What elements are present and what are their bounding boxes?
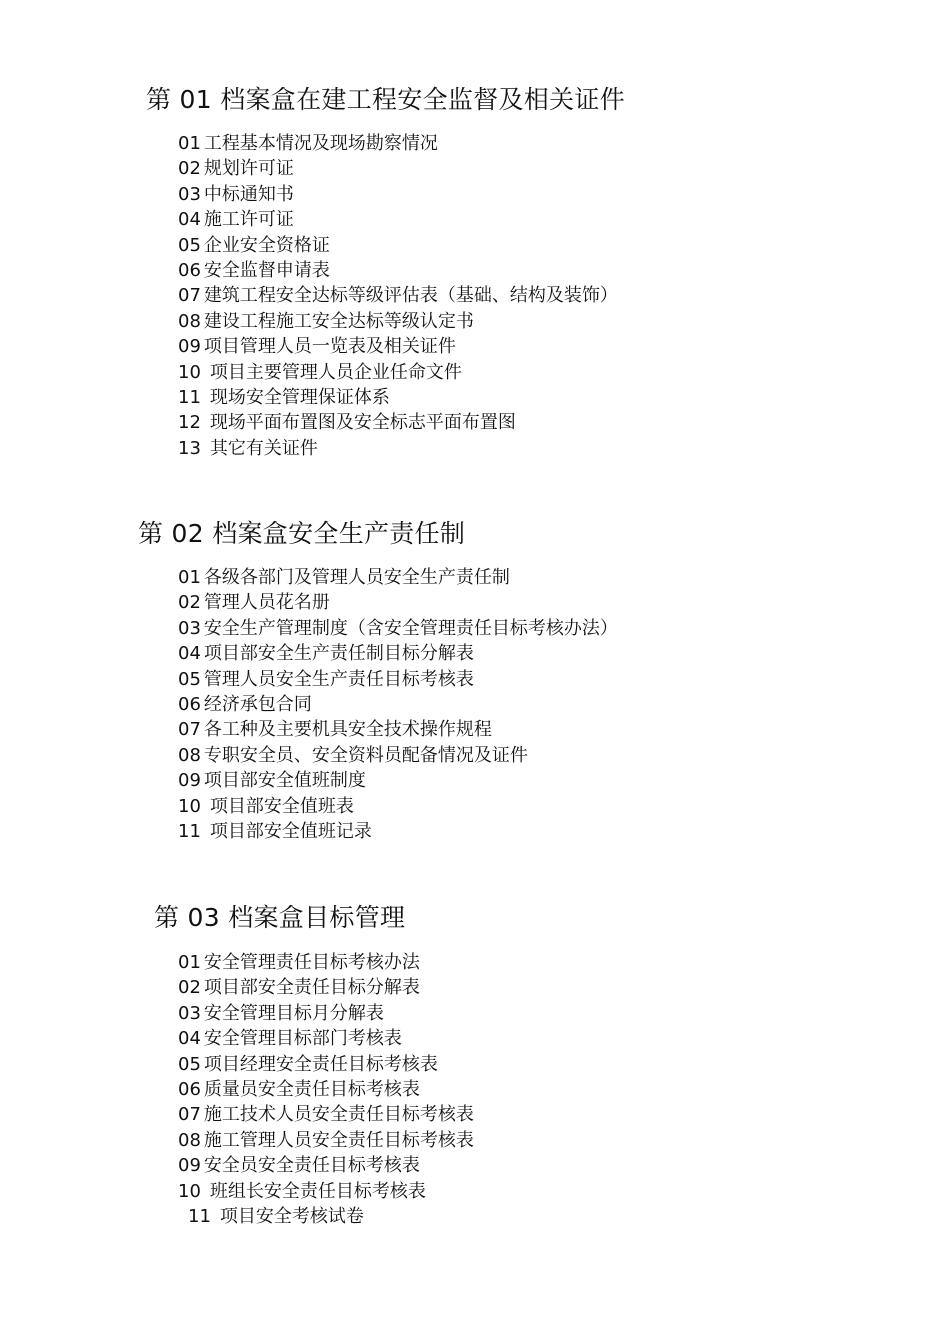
list-item	[178, 1026, 474, 1051]
list-item	[178, 207, 618, 232]
list-item	[178, 975, 474, 1000]
list-item	[178, 360, 618, 385]
item-number: 09	[178, 336, 201, 358]
item-number: 04	[178, 1028, 201, 1050]
item-text: 规划许可证	[203, 158, 294, 180]
item-number: 08	[178, 310, 201, 332]
item-number: 08	[178, 1129, 201, 1151]
list-item	[178, 794, 618, 819]
item-text: 质量员安全责任目标考核表	[203, 1078, 420, 1100]
item-text: 安全生产管理制度（含安全管理责任目标考核办法）	[203, 617, 618, 639]
item-text: 安全管理目标月分解表	[203, 1002, 384, 1024]
item-number: 06	[178, 259, 201, 281]
item-number: 03	[178, 617, 201, 639]
list-item	[178, 565, 618, 590]
item-text: 建筑工程安全达标等级评估表（基础、结构及装饰）	[203, 285, 618, 307]
item-text: 施工技术人员安全责任目标考核表	[203, 1104, 474, 1126]
item-text: 安全管理目标部门考核表	[203, 1028, 402, 1050]
item-number: 10	[178, 361, 201, 383]
section-2-list	[178, 565, 618, 844]
list-item	[178, 258, 618, 283]
item-number: 11	[178, 386, 201, 408]
list-item	[178, 410, 618, 435]
item-number: 01	[178, 952, 201, 973]
item-text: 项目经理安全责任目标考核表	[203, 1053, 438, 1075]
list-item	[178, 743, 618, 768]
item-text: 安全管理责任目标考核办法	[203, 952, 420, 973]
list-item	[178, 1204, 474, 1229]
item-number: 11	[188, 1205, 211, 1227]
list-item	[178, 667, 618, 692]
list-item	[178, 385, 618, 410]
list-item	[178, 182, 618, 207]
item-text: 项目安全考核试卷	[219, 1205, 364, 1227]
item-text: 项目部安全生产责任制目标分解表	[203, 643, 474, 665]
list-item	[178, 283, 618, 308]
item-text: 安全监督申请表	[203, 259, 330, 281]
section-3-list	[178, 950, 474, 1229]
list-item	[178, 590, 618, 615]
item-number: 05	[178, 1053, 201, 1075]
list-item	[178, 692, 618, 717]
item-text: 专职安全员、安全资料员配备情况及证件	[203, 744, 528, 766]
list-item	[178, 334, 618, 359]
item-number: 10	[178, 795, 201, 817]
item-text: 项目部安全责任目标分解表	[203, 977, 420, 999]
item-number: 07	[178, 285, 201, 307]
list-item	[178, 1077, 474, 1102]
item-number: 07	[178, 1104, 201, 1126]
list-item	[178, 309, 618, 334]
item-number: 01	[178, 133, 201, 154]
item-number: 05	[178, 234, 201, 256]
item-number: 02	[178, 158, 201, 180]
item-text: 项目主要管理人员企业任命文件	[209, 361, 462, 383]
section-1-list	[178, 131, 618, 461]
item-text: 企业安全资格证	[203, 234, 330, 256]
item-text: 项目部安全值班记录	[209, 820, 372, 842]
list-item	[178, 1102, 474, 1127]
item-text: 管理人员安全生产责任目标考核表	[203, 668, 474, 690]
item-text: 项目部安全值班表	[209, 795, 354, 817]
item-text: 项目部安全值班制度	[203, 770, 366, 792]
list-item	[178, 1153, 474, 1178]
item-text: 经济承包合同	[203, 693, 312, 715]
list-item	[178, 1001, 474, 1026]
item-text: 项目管理人员一览表及相关证件	[203, 336, 456, 358]
item-number: 03	[178, 1002, 201, 1024]
item-text: 施工许可证	[203, 209, 294, 231]
item-number: 04	[178, 643, 201, 665]
item-number: 12	[178, 412, 201, 434]
item-number: 02	[178, 592, 201, 614]
item-number: 01	[178, 567, 201, 588]
list-item	[178, 768, 618, 793]
item-number: 02	[178, 977, 201, 999]
item-number: 09	[178, 770, 201, 792]
section-1-title: 第 01 档案盒在建工程安全监督及相关证件	[146, 85, 626, 114]
list-item	[178, 156, 618, 181]
list-item	[178, 616, 618, 641]
item-text: 中标通知书	[203, 183, 294, 205]
item-text: 工程基本情况及现场勘察情况	[203, 133, 438, 154]
item-number: 04	[178, 209, 201, 231]
item-text: 建设工程施工安全达标等级认定书	[203, 310, 474, 332]
item-text: 其它有关证件	[209, 437, 318, 459]
item-number: 06	[178, 1078, 201, 1100]
list-item	[178, 1179, 474, 1204]
item-text: 班组长安全责任目标考核表	[209, 1180, 426, 1202]
item-number: 10	[178, 1180, 201, 1202]
item-text: 现场安全管理保证体系	[209, 386, 390, 408]
section-3-title: 第 03 档案盒目标管理	[154, 903, 406, 932]
list-item	[178, 641, 618, 666]
item-text: 各级各部门及管理人员安全生产责任制	[203, 567, 510, 588]
item-number: 09	[178, 1155, 201, 1177]
list-item	[178, 436, 618, 461]
list-item	[178, 233, 618, 258]
item-number: 05	[178, 668, 201, 690]
item-text: 管理人员花名册	[203, 592, 330, 614]
item-number: 08	[178, 744, 201, 766]
item-number: 03	[178, 183, 201, 205]
list-item	[178, 819, 618, 844]
item-number: 13	[178, 437, 201, 459]
item-text: 安全员安全责任目标考核表	[203, 1155, 420, 1177]
item-text: 现场平面布置图及安全标志平面布置图	[209, 412, 516, 434]
item-text: 各工种及主要机具安全技术操作规程	[203, 719, 492, 741]
list-item	[178, 131, 618, 156]
item-number: 06	[178, 693, 201, 715]
list-item	[178, 950, 474, 975]
list-item	[178, 717, 618, 742]
list-item	[178, 1128, 474, 1153]
item-number: 11	[178, 820, 201, 842]
item-number: 07	[178, 719, 201, 741]
list-item	[178, 1052, 474, 1077]
item-text: 施工管理人员安全责任目标考核表	[203, 1129, 474, 1151]
section-2-title: 第 02 档案盒安全生产责任制	[138, 519, 466, 548]
